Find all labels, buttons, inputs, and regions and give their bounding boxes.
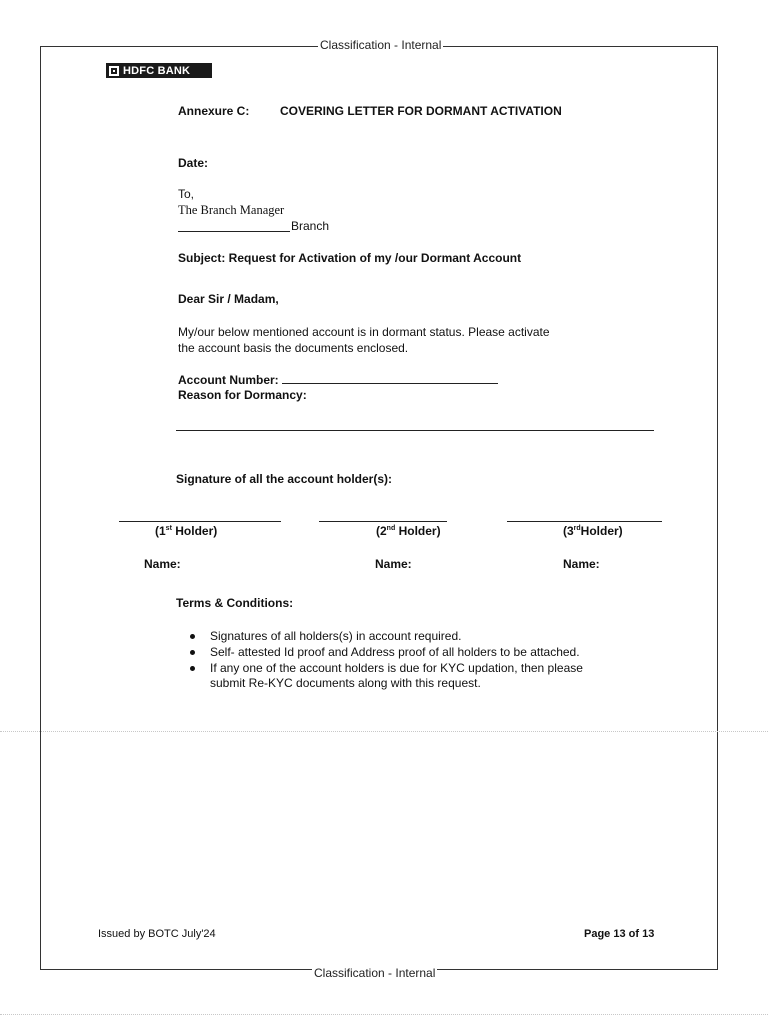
holder-3-label: (3rdHolder) [563, 524, 623, 538]
account-number-line [282, 383, 498, 384]
holder-3-name-label: Name: [563, 557, 600, 571]
terms-item: Signatures of all holders(s) in account required. [190, 628, 583, 644]
terms-item: If any one of the account holders is due for KYC updation, then please [190, 660, 583, 676]
salutation: Dear Sir / Madam, [178, 292, 279, 306]
to-label: To, [178, 187, 195, 201]
holder-2-signature-line [319, 521, 447, 522]
terms-item: Self- attested Id proof and Address proof of all holders to be attached. [190, 644, 583, 660]
issued-by: Issued by BOTC July'24 [98, 928, 216, 940]
classification-label-bottom: Classification - Internal [314, 966, 436, 980]
body-line-2: the account basis the documents enclosed. [178, 341, 409, 355]
body-line-1: My/our below mentioned account is in dormant status. Please activate [178, 325, 550, 339]
terms-heading: Terms & Conditions: [176, 596, 294, 610]
classification-label-top: Classification - Internal [320, 38, 442, 52]
dormancy-reason-label: Reason for Dormancy: [178, 388, 307, 402]
holder-1-label: (1st Holder) [155, 524, 218, 538]
holder-2-label: (2nd Holder) [376, 524, 441, 538]
scan-dotted-line-bottom [0, 1014, 768, 1015]
holder-1-signature-line [119, 521, 281, 522]
hdfc-logo-icon [109, 66, 119, 76]
hdfc-logo [106, 63, 212, 78]
annexure-label: Annexure C: [178, 104, 250, 118]
page-border [40, 46, 718, 970]
logo-text: HDFC BANK [123, 64, 191, 77]
document-title: COVERING LETTER FOR DORMANT ACTIVATION [280, 104, 562, 118]
subject-line: Subject: Request for Activation of my /our Dormant Account [178, 251, 522, 265]
branch-suffix: Branch [291, 219, 330, 233]
holder-2-name-label: Name: [375, 557, 412, 571]
recipient: The Branch Manager [178, 203, 285, 217]
scan-dotted-line [0, 731, 768, 732]
dormancy-reason-line [176, 430, 654, 431]
holder-3-signature-line [507, 521, 662, 522]
signature-heading: Signature of all the account holder(s): [176, 472, 393, 486]
terms-list [190, 628, 583, 676]
page-number: Page 13 of 13 [584, 928, 655, 940]
branch-name-line [178, 231, 290, 232]
date-label: Date: [178, 156, 209, 170]
holder-1-name-label: Name: [144, 557, 181, 571]
terms-item-continuation: submit Re-KYC documents along with this request. [210, 676, 481, 690]
account-number-label: Account Number: [178, 373, 279, 387]
